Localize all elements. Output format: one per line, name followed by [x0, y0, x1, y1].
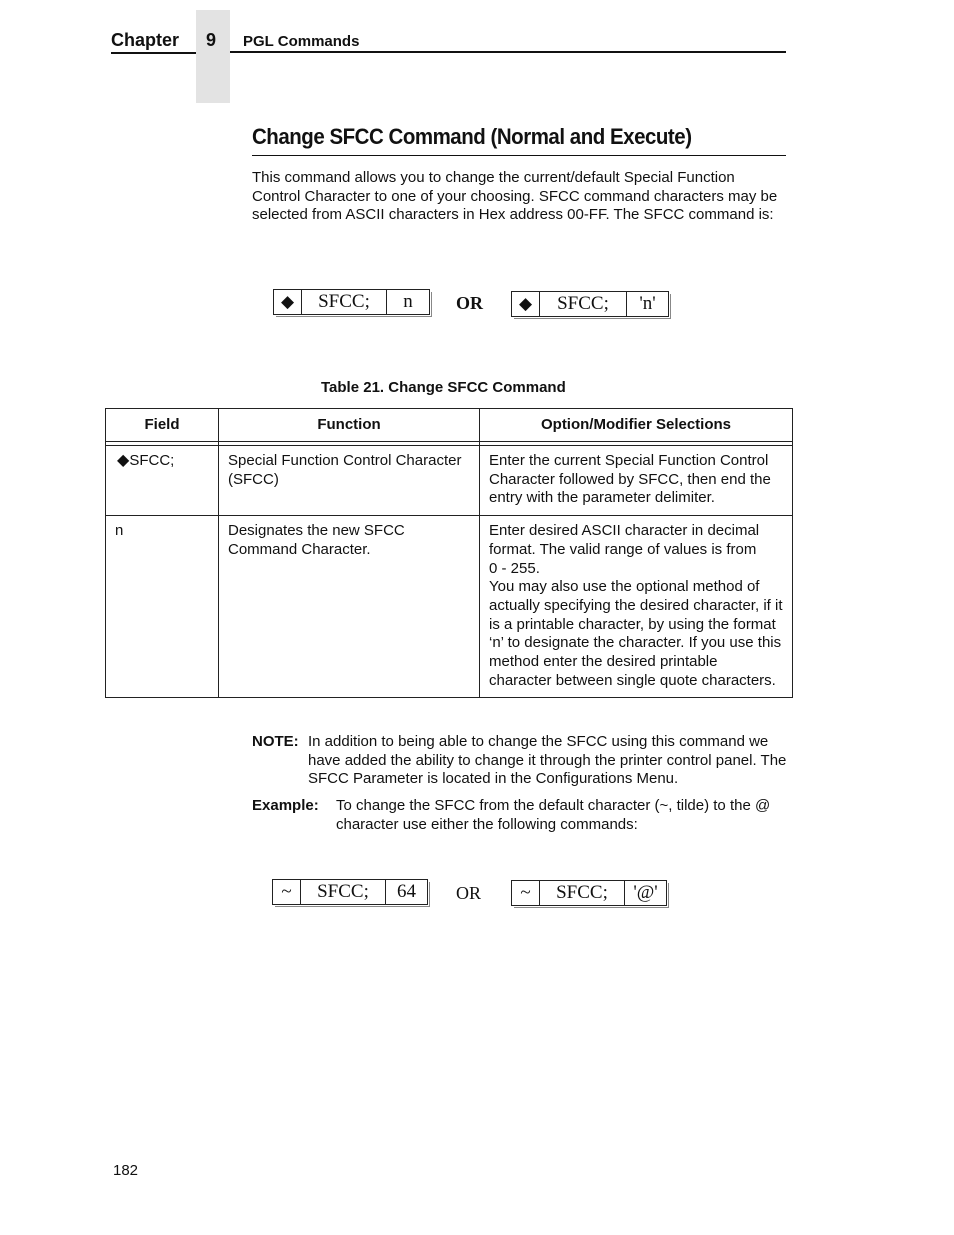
param-cell: '@' [624, 881, 666, 905]
example-box-left [272, 879, 428, 905]
example-box-right [511, 880, 667, 906]
diamond-symbol: ◆ [117, 452, 130, 469]
field-cell [106, 446, 219, 516]
options-cell: Enter the current Special Function Control Character followed by SFCC, then end the entry with the parameter delimiter. [480, 446, 793, 516]
function-cell: Special Function Control Character (SFCC) [219, 446, 480, 516]
field-name: n [115, 522, 124, 540]
or-label: OR [456, 883, 482, 903]
column-header-options: Option/Modifier Selections [480, 409, 793, 442]
header-rule [230, 51, 786, 53]
column-header-function: Function [219, 409, 480, 442]
sfcc-char-cell: ~ [281, 881, 292, 902]
note-text: In addition to being able to change the SFCC using this command we have added the ability to change it through the printer control panel. The SFCC Parameter is located in the Configurations Menu. [308, 733, 787, 788]
chapter-number: 9 [205, 30, 216, 50]
or-label: OR [456, 293, 483, 313]
page-title: Change SFCC Command (Normal and Execute) [252, 124, 692, 149]
chapter-tab [196, 10, 230, 103]
sfcc-char-cell: ~ [520, 882, 531, 903]
intro-paragraph: This command allows you to change the current/default Special Function Control Character to one of your choosing. SFCC command characters may be selected from ASCII characters in Hex address 00-FF. The SFCC command is: [252, 169, 778, 224]
field-name: SFCC; [129, 452, 175, 469]
command-cell: SFCC; [301, 290, 386, 314]
command-table [105, 408, 793, 698]
syntax-box-left [273, 289, 430, 315]
header-rule-left [111, 52, 196, 54]
command-cell: SFCC; [539, 292, 626, 316]
chapter-label: Chapter [111, 30, 180, 50]
param-cell: 'n' [626, 292, 668, 316]
note-label: NOTE: [252, 733, 299, 750]
table-row [106, 516, 793, 698]
sfcc-char-cell: ◆ [518, 294, 533, 313]
command-cell: SFCC; [300, 880, 385, 904]
table-row [106, 446, 793, 516]
command-cell: SFCC; [539, 881, 624, 905]
sfcc-char-cell: ◆ [280, 292, 295, 311]
page-number: 182 [113, 1162, 139, 1179]
table-header-row [106, 409, 793, 442]
example-text: To change the SFCC from the default character (~, tilde) to the @ character use either the following commands: [336, 797, 771, 833]
table-caption: Table 21. Change SFCC Command [321, 379, 566, 396]
function-cell: Designates the new SFCC Command Character. [219, 516, 480, 698]
title-rule [252, 155, 786, 156]
example-label: Example: [252, 797, 319, 814]
syntax-box-right [511, 291, 669, 317]
param-cell: n [386, 290, 429, 314]
field-cell [106, 516, 219, 698]
options-cell: Enter desired ASCII character in decimal format. The valid range of values is from 0 - 255. You may also use the optional method of actually specifying the desired character, if it is a printable character, by using the format ‘n’ to designate the character. If you use this method enter the desired printable character between single quote characters. [480, 516, 793, 698]
column-header-field: Field [106, 409, 219, 442]
param-cell: 64 [385, 880, 427, 904]
section-name: PGL Commands [243, 33, 360, 50]
